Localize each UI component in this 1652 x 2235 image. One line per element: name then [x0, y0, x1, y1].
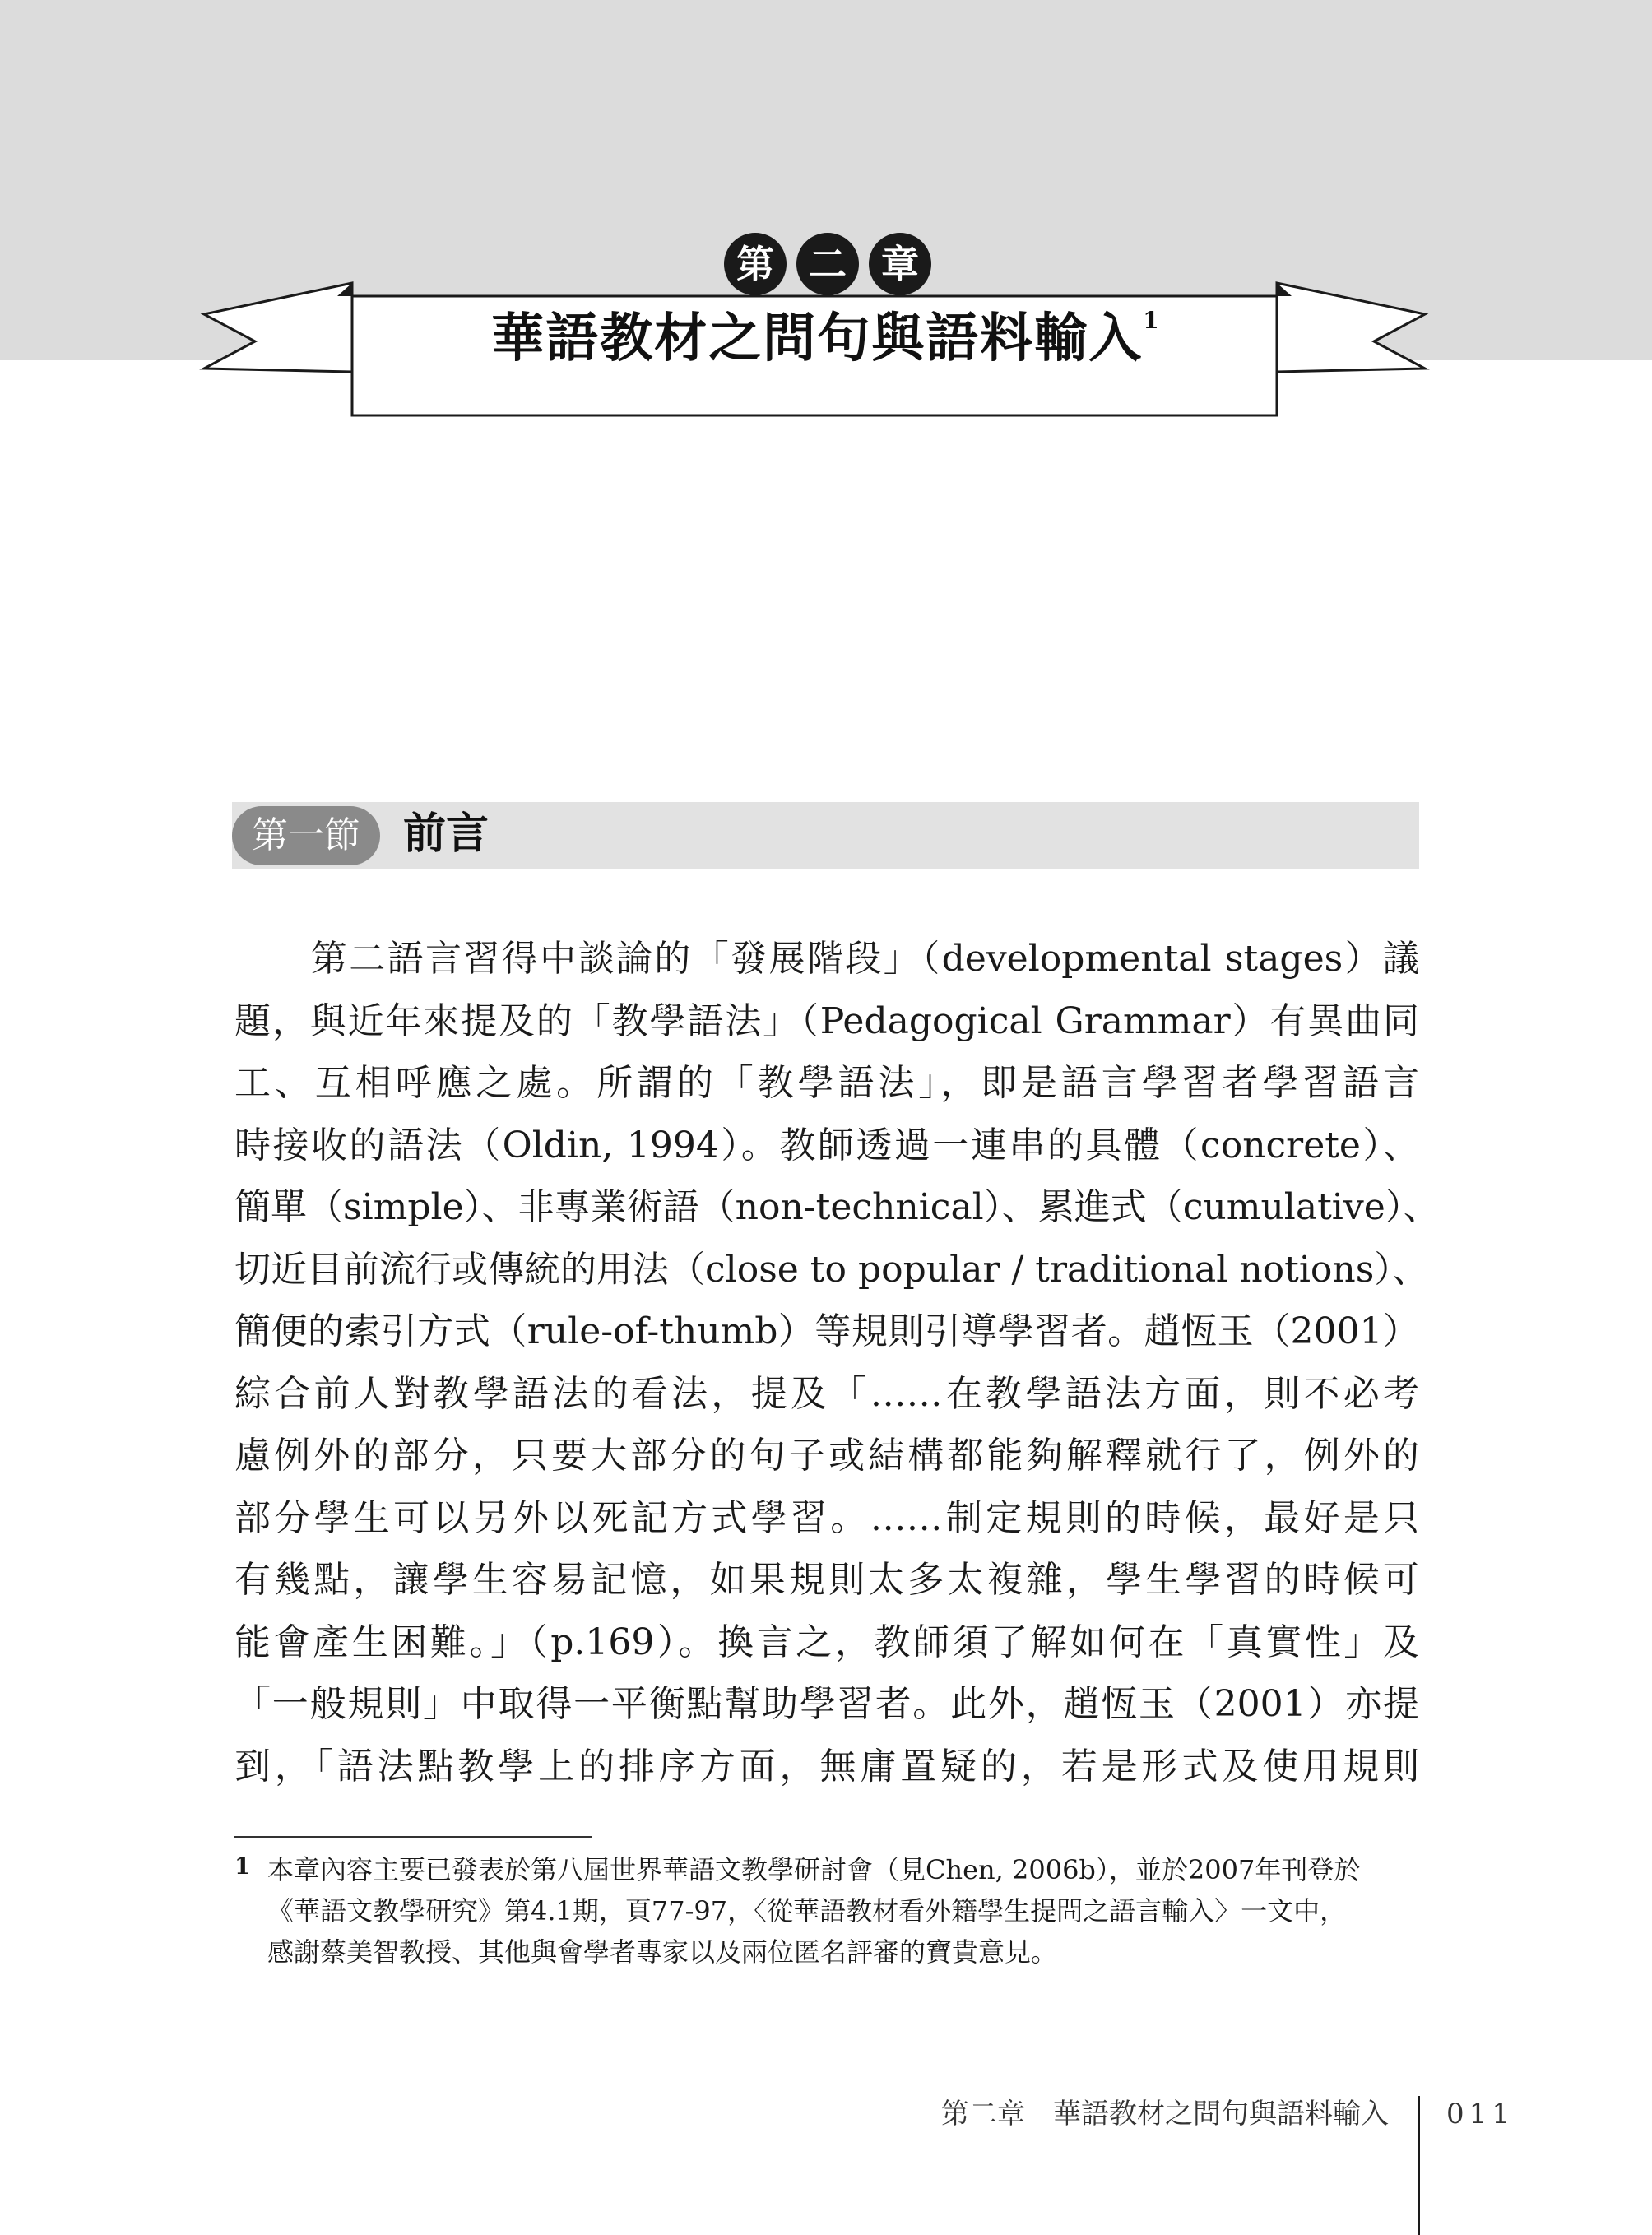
body-line: 時接收的語法（Oldin, 1994）。教師透過一連串的具體（concrete）、 — [234, 1124, 1419, 1166]
body-line: 「一般規則」中取得一平衡點幫助學習者。此外，趙恆玉（2001）亦提 — [234, 1683, 1419, 1725]
footnote — [234, 1849, 1419, 1973]
body-line: 能會產生困難。」（p.169）。換言之，教師須了解如何在「真實性」及 — [234, 1621, 1419, 1663]
body-line: 題，與近年來提及的「教學語法」（Pedagogical Grammar）有異曲同 — [234, 999, 1419, 1042]
section-number-badge: 第一節 — [232, 806, 380, 865]
chapter-char-3: 章 — [869, 233, 931, 295]
body-line: 簡單（simple）、非專業術語（non-technical）、累進式（cumulative）、 — [234, 1186, 1440, 1228]
footnote-line: 《華語文教學研究》第4.1期，頁77-97，〈從華語教材看外籍學生提問之語言輸入〉一文中， — [267, 1895, 1347, 1927]
footnote-line: 本章內容主要已發表於第八屆世界華語文教學研討會（見Chen, 2006b），並於2007年刊登於 — [267, 1854, 1361, 1885]
body-line: 切近目前流行或傳統的用法（close to popular / traditional notions）、 — [234, 1248, 1429, 1291]
chapter-title-text: 華語教材之問句與語料輸入 — [491, 308, 1144, 369]
footnote-line: 感謝蔡美智教授、其他與會學者專家以及兩位匿名評審的寶貴意見。 — [267, 1936, 1058, 1968]
chapter-char-2: 二 — [796, 233, 859, 295]
chapter-char-1: 第 — [724, 233, 787, 295]
chapter-title — [0, 307, 1652, 369]
body-line: 工、互相呼應之處。所謂的「教學語法」，即是語言學習者學習語言 — [234, 1062, 1419, 1104]
chapter-footnote-ref: 1 — [1143, 307, 1161, 334]
body-line: 綜合前人對教學語法的看法，提及「……在教學語法方面，則不必考 — [234, 1372, 1419, 1415]
body-line: 部分學生可以另外以死記方式學習。……制定規則的時候，最好是只 — [234, 1496, 1419, 1539]
body-line: 慮例外的部分，只要大部分的句子或結構都能夠解釋就行了，例外的 — [234, 1435, 1419, 1477]
page-number: 011 — [1446, 2098, 1515, 2131]
running-footer-title: 第二章 華語教材之問句與語料輸入 — [941, 2098, 1389, 2131]
body-paragraph — [234, 928, 1440, 1797]
section-title: 前言 — [403, 809, 490, 859]
footer-divider — [1418, 2096, 1420, 2235]
body-line: 有幾點，讓學生容易記憶，如果規則太多太複雜，學生學習的時候可 — [234, 1559, 1419, 1601]
body-line: 第二語言習得中談論的「發展階段」（developmental stages）議 — [234, 938, 1419, 980]
body-line: 到，「語法點教學上的排序方面，無庸置疑的，若是形式及使用規則 — [234, 1745, 1419, 1788]
footnote-marker: 1 — [234, 1852, 251, 1880]
footnote-divider — [234, 1836, 592, 1838]
body-line: 簡便的索引方式（rule-of-thumb）等規則引導學習者。趙恆玉（2001） — [234, 1310, 1419, 1352]
